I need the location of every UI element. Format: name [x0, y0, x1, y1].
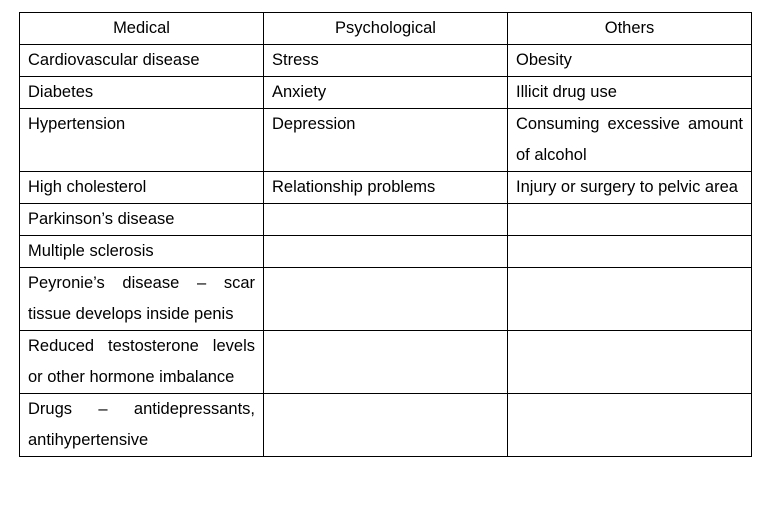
header-row — [20, 13, 752, 45]
table-row — [20, 394, 752, 457]
header-others: Others — [508, 13, 752, 45]
table-row — [20, 331, 752, 394]
table-row — [20, 236, 752, 268]
psychological-cell: Anxiety — [264, 77, 508, 109]
table-row — [20, 172, 752, 204]
psychological-cell — [264, 331, 508, 394]
table-row — [20, 45, 752, 77]
psychological-cell — [264, 204, 508, 236]
psychological-cell — [264, 236, 508, 268]
header-psychological: Psychological — [264, 13, 508, 45]
medical-cell: Peyronie’s disease – scar tissue develops inside penis — [20, 268, 264, 331]
others-cell — [508, 394, 752, 457]
psychological-cell: Depression — [264, 109, 508, 172]
medical-cell: High cholesterol — [20, 172, 264, 204]
medical-cell: Hypertension — [20, 109, 264, 172]
others-cell: Illicit drug use — [508, 77, 752, 109]
causes-table — [19, 12, 752, 457]
table-row — [20, 109, 752, 172]
others-cell — [508, 268, 752, 331]
table-row — [20, 268, 752, 331]
others-cell: Obesity — [508, 45, 752, 77]
others-cell — [508, 204, 752, 236]
psychological-cell — [264, 394, 508, 457]
others-cell: Injury or surgery to pelvic area — [508, 172, 752, 204]
others-cell — [508, 236, 752, 268]
header-medical: Medical — [20, 13, 264, 45]
medical-cell: Multiple sclerosis — [20, 236, 264, 268]
medical-cell: Cardiovascular disease — [20, 45, 264, 77]
others-cell — [508, 331, 752, 394]
medical-cell: Reduced testosterone levels or other hormone imbalance — [20, 331, 264, 394]
medical-cell: Drugs – antidepressants, antihypertensive — [20, 394, 264, 457]
others-cell: Consuming excessive amount of alcohol — [508, 109, 752, 172]
psychological-cell: Stress — [264, 45, 508, 77]
psychological-cell: Relationship problems — [264, 172, 508, 204]
table-row — [20, 204, 752, 236]
medical-cell: Diabetes — [20, 77, 264, 109]
table-row — [20, 77, 752, 109]
medical-cell: Parkinson’s disease — [20, 204, 264, 236]
psychological-cell — [264, 268, 508, 331]
